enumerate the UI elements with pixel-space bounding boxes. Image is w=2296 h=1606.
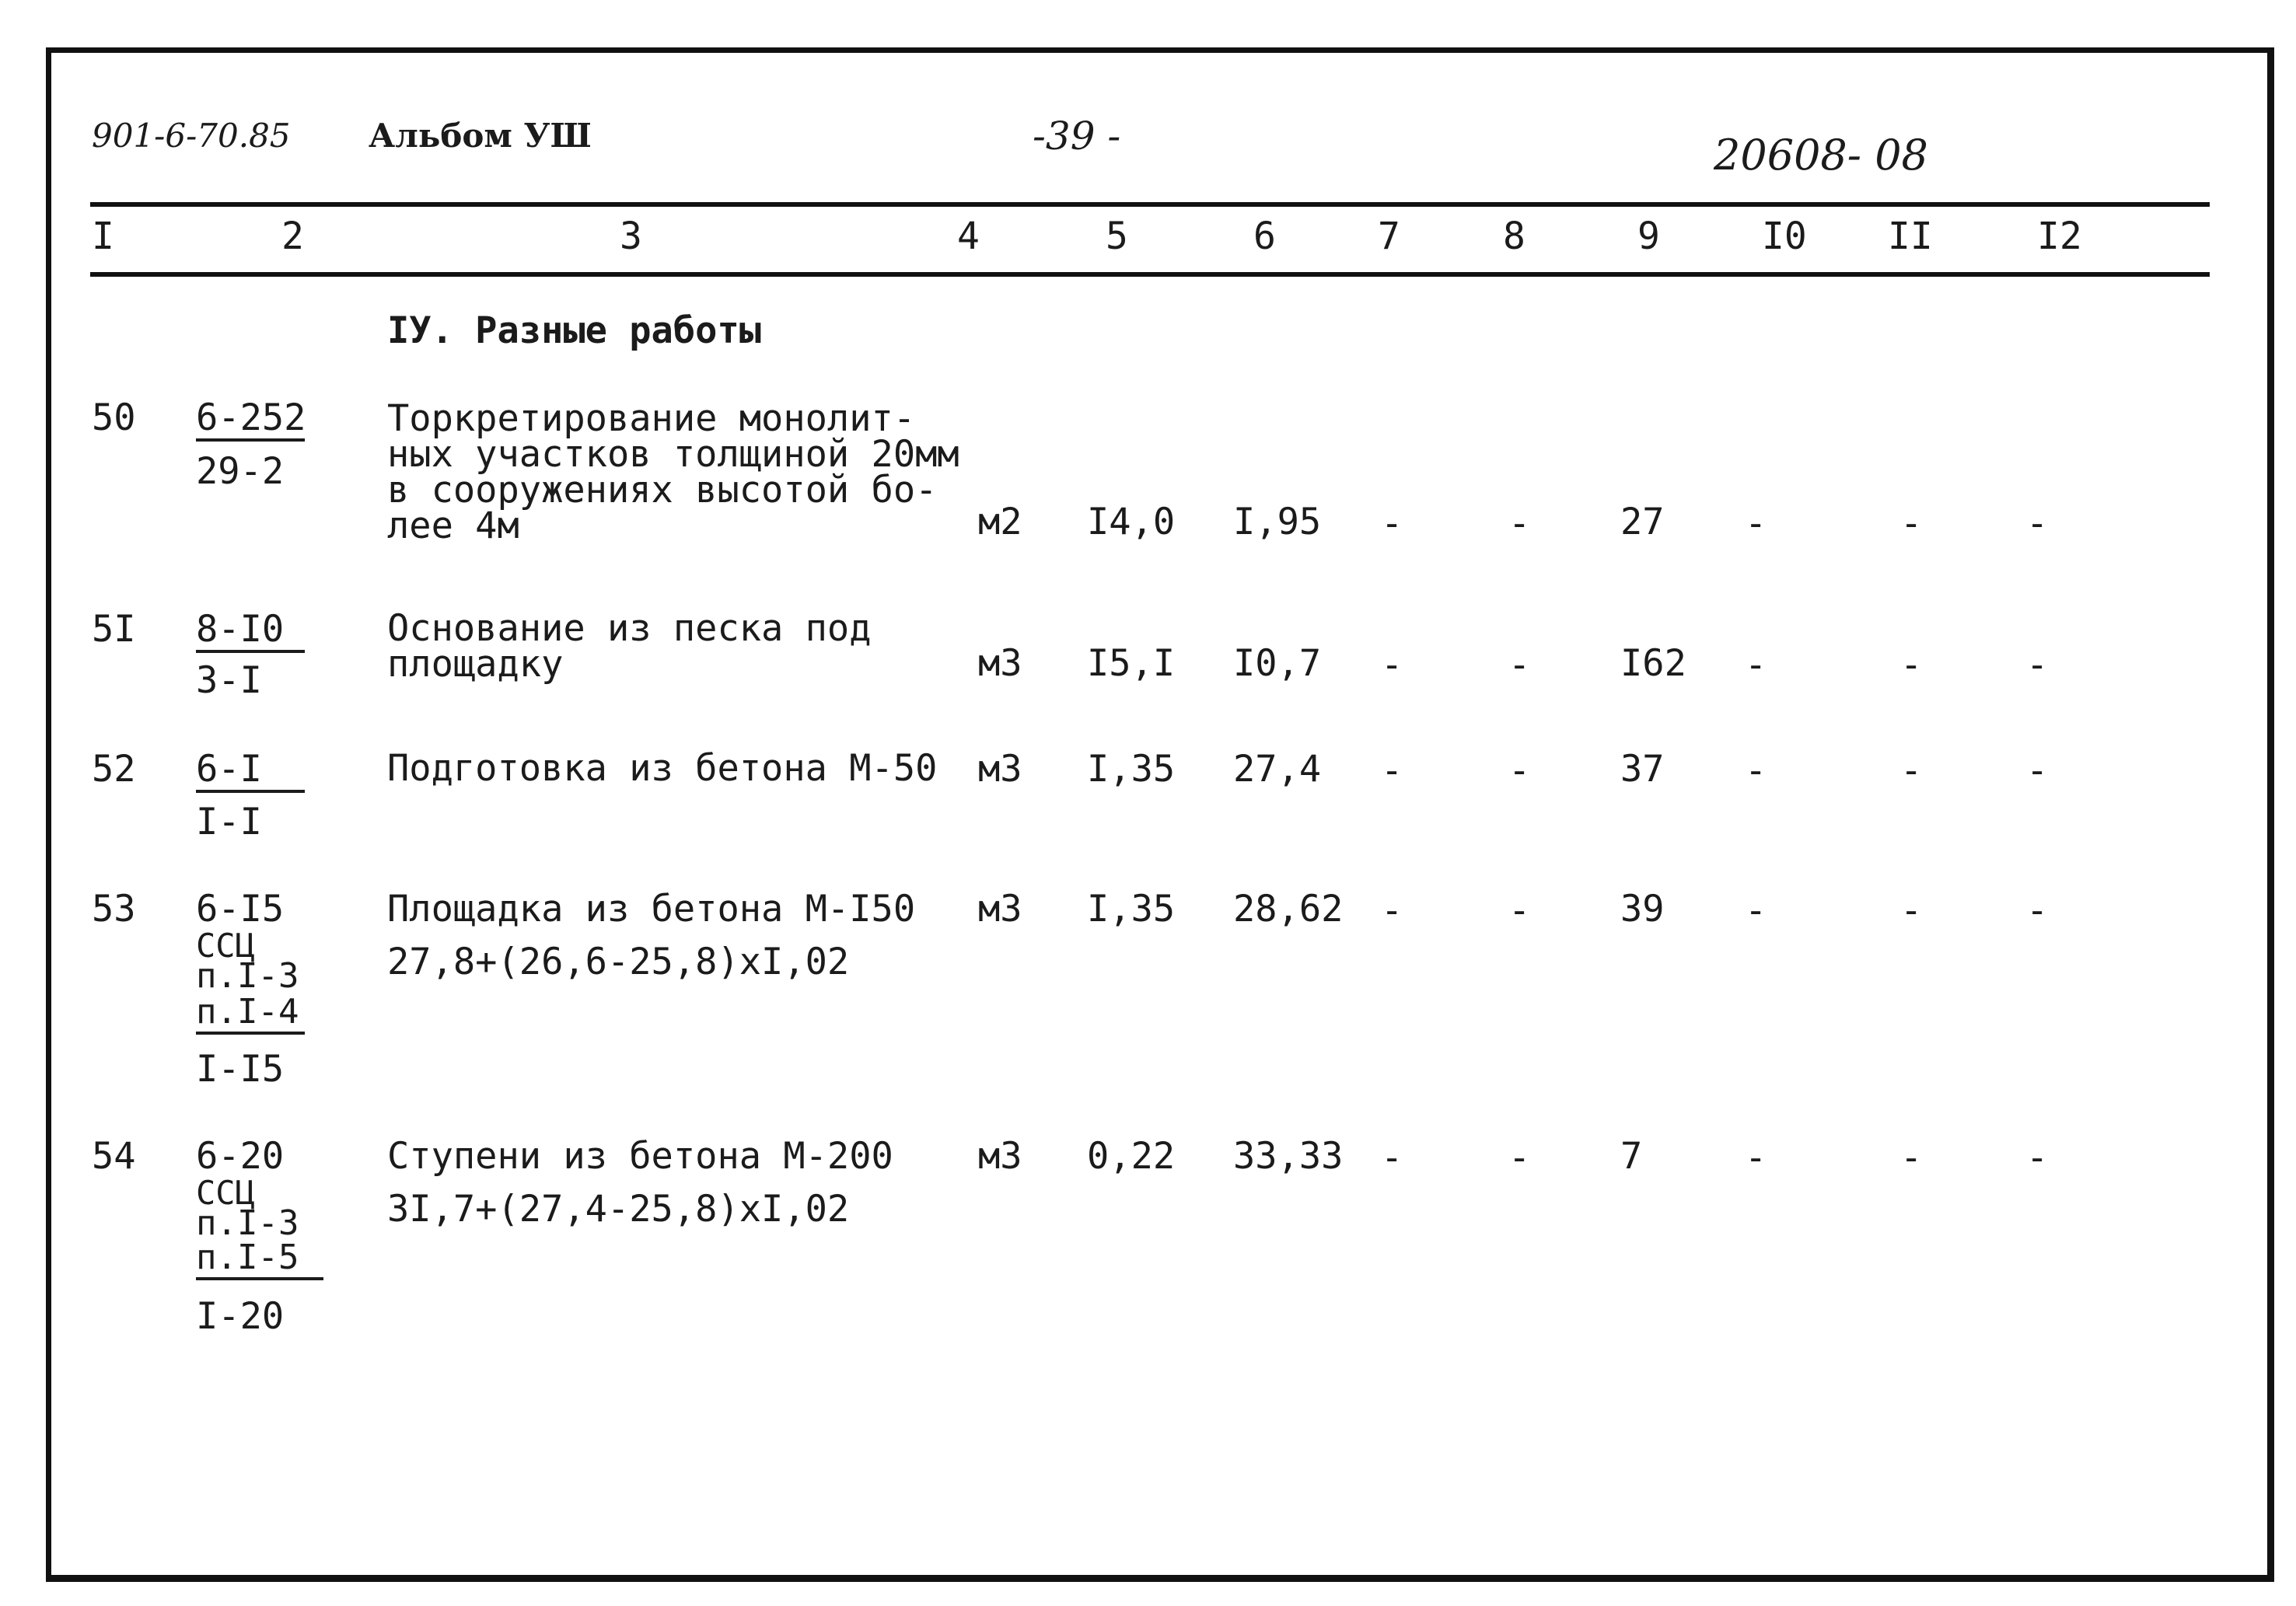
col-8: - <box>1508 502 1531 545</box>
norm-code-line-2: ССЦ <box>196 927 255 965</box>
column-header-9: 9 <box>1637 215 1660 258</box>
work-description: Подготовка из бетона М-50 <box>387 747 938 790</box>
col-11: - <box>1900 502 1923 545</box>
norm-code-bottom: 3-I <box>196 659 262 702</box>
column-header-1: I <box>92 215 114 258</box>
col-7: - <box>1381 1136 1403 1179</box>
unit-price: 27,4 <box>1233 748 1322 791</box>
col-7: - <box>1381 502 1403 545</box>
work-description: Площадка из бетона М-I50 <box>387 888 916 930</box>
norm-code <box>196 748 305 793</box>
work-description: Ступени из бетона М-200 <box>387 1135 893 1178</box>
col-11: - <box>1900 889 1923 932</box>
col-9: 7 <box>1620 1135 1643 1178</box>
row-number: 52 <box>92 748 136 791</box>
col-12: - <box>2026 889 2049 932</box>
unit-price: 33,33 <box>1233 1135 1344 1178</box>
column-header-7: 7 <box>1378 215 1400 258</box>
column-header-12: I2 <box>2037 215 2082 258</box>
norm-code-top: 6-I <box>196 751 305 793</box>
col-8: - <box>1508 889 1531 932</box>
quantity: I,35 <box>1087 888 1176 930</box>
document-number: 20608- 08 <box>1714 131 1928 180</box>
column-header-11: II <box>1888 215 1933 258</box>
col-9: 39 <box>1620 888 1665 930</box>
norm-code-bottom: I-20 <box>196 1295 285 1338</box>
quantity: I5,I <box>1087 642 1176 685</box>
col-8: - <box>1508 644 1531 686</box>
col-10: - <box>1745 749 1767 792</box>
page-number: -39 - <box>1033 113 1121 159</box>
norm-code <box>196 608 305 653</box>
col-12: - <box>2026 502 2049 545</box>
row-number: 5I <box>92 608 136 651</box>
column-header-4: 4 <box>957 215 980 258</box>
unit: м3 <box>978 1135 1022 1178</box>
unit: м3 <box>978 888 1022 930</box>
norm-code-line-3: п.I-3 <box>196 956 299 996</box>
unit-price: 28,62 <box>1233 888 1344 930</box>
norm-code-line-1: 6-I5 <box>196 888 285 930</box>
col-9: 37 <box>1620 748 1665 791</box>
col-10: - <box>1745 1136 1767 1179</box>
column-header-2: 2 <box>281 215 304 258</box>
col-11: - <box>1900 749 1923 792</box>
unit: м2 <box>978 501 1022 543</box>
col-10: - <box>1745 502 1767 545</box>
col-8: - <box>1508 1136 1531 1179</box>
column-header-3: 3 <box>620 215 642 258</box>
norm-code-top: 6-252 <box>196 400 305 442</box>
col-12: - <box>2026 644 2049 686</box>
norm-code <box>196 1238 323 1280</box>
norm-code-bottom: I-I <box>196 801 262 843</box>
project-code: 901-6-70.85 <box>92 117 291 155</box>
norm-code-line-1: 6-20 <box>196 1135 285 1178</box>
col-9: I62 <box>1620 642 1686 685</box>
header-rule-bottom <box>90 272 2210 277</box>
unit: м3 <box>978 748 1022 791</box>
norm-code-top: 8-I0 <box>196 611 305 653</box>
quantity: I4,0 <box>1087 501 1176 543</box>
unit-price: I0,7 <box>1233 642 1322 685</box>
row-number: 53 <box>92 888 136 930</box>
col-10: - <box>1745 644 1767 686</box>
norm-code <box>196 396 306 442</box>
price-formula: 3I,7+(27,4-25,8)хI,02 <box>387 1188 850 1231</box>
column-header-10: I0 <box>1762 215 1807 258</box>
norm-code-bottom: 29-2 <box>196 450 285 493</box>
price-formula: 27,8+(26,6-25,8)хI,02 <box>387 941 850 983</box>
norm-code-top: п.I-5 <box>196 1241 323 1280</box>
norm-code-top: п.I-4 <box>196 995 305 1035</box>
row-number: 50 <box>92 396 136 439</box>
unit-price: I,95 <box>1233 501 1322 543</box>
col-11: - <box>1900 644 1923 686</box>
unit: м3 <box>978 642 1022 685</box>
album-label: Альбом УШ <box>369 117 592 155</box>
norm-code-bottom: I-I5 <box>196 1048 285 1091</box>
column-header-6: 6 <box>1253 215 1276 258</box>
norm-code-line-2: ССЦ <box>196 1174 255 1212</box>
work-description: Основание из песка под площадку <box>387 607 872 686</box>
quantity: I,35 <box>1087 748 1176 791</box>
page-frame <box>46 47 2274 1582</box>
col-7: - <box>1381 749 1403 792</box>
column-header-5: 5 <box>1106 215 1128 258</box>
norm-code-line-3: п.I-3 <box>196 1203 299 1243</box>
col-7: - <box>1381 644 1403 686</box>
column-header-8: 8 <box>1503 215 1525 258</box>
norm-code <box>196 992 305 1035</box>
col-11: - <box>1900 1136 1923 1179</box>
col-8: - <box>1508 749 1531 792</box>
header-rule-top <box>90 202 2210 207</box>
col-12: - <box>2026 749 2049 792</box>
col-12: - <box>2026 1136 2049 1179</box>
row-number: 54 <box>92 1135 136 1178</box>
col-9: 27 <box>1620 501 1665 543</box>
col-10: - <box>1745 889 1767 932</box>
quantity: 0,22 <box>1087 1135 1176 1178</box>
col-7: - <box>1381 889 1403 932</box>
section-title: IУ. Разные работы <box>387 309 762 352</box>
work-description: Торкретирование монолит- ных участков толщиной 20мм в сооружениях высотой бо- лее 4м <box>387 397 959 548</box>
